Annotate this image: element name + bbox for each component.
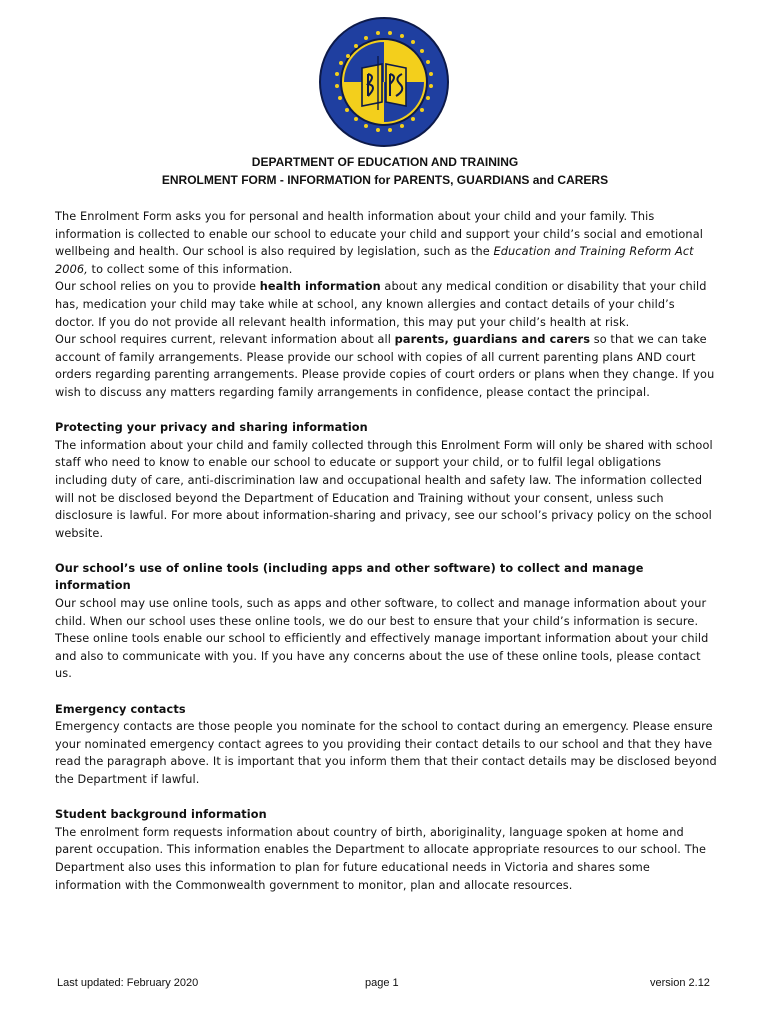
- intro-paragraph-2: [55, 278, 717, 331]
- section-text: The enrolment form requests information about country of birth, aboriginality, language spoken at home and parent occupation. This information enables the Department to allocate appropriate resources to our school. The Department also uses this information to plan for future educational needs in Victoria and shares some information with the Commonwealth government to monitor, plan and allocate resources.: [55, 825, 706, 892]
- section-text: The information about your child and family collected through this Enrolment Form will only be shared with school staff who need to know to enable our school to educate or support your child, or to fulfil legal obligations including duty of care, anti-discrimination law and occupational health and safety law. The information collected will not be disclosed beyond the Department of Education and Training without your consent, unless such disclosure is lawful. For more about information-sharing and privacy, see our school’s privacy policy on the school website.: [55, 438, 713, 540]
- section-heading: Student background information: [55, 808, 267, 822]
- online-tools-section: [55, 560, 717, 683]
- intro-text: about any medical condition or disability that your child has, medication your child may take while at school, any known allergies and contact details of your child’s doctor. If you do not provide all relevant health information, this may put your child’s health at risk.: [55, 280, 707, 329]
- intro-text: so that we can take account of family arrangements. Please provide our school with copies of all current parenting plans AND court orders regarding parenting arrangements. Please provide copies of court orders or plans when they change. If you wish to discuss any matters regarding family arrangements in confidence, please contact the principal.: [55, 333, 715, 399]
- page-number: page 1: [365, 977, 399, 989]
- school-logo: [318, 16, 450, 148]
- privacy-section: [55, 419, 717, 542]
- section-heading: Our school’s use of online tools (including apps and other software) to collect and manage information: [55, 561, 644, 593]
- document-body: [55, 208, 717, 894]
- section-text: Emergency contacts are those people you nominate for the school to contact during an emergency. Please ensure your nominated emergency contact agrees to you providing their contact details to our school and that they have read the paragraph above. It is important that you inform them that their contact details may be disclosed beyond the Department if lawful.: [55, 720, 717, 786]
- section-heading: Protecting your privacy and sharing information: [55, 421, 368, 435]
- version-label: version 2.12: [650, 977, 710, 989]
- intro-paragraph-1: [55, 208, 717, 278]
- intro-text: Our school relies on you to provide: [55, 280, 260, 294]
- school-crest-icon: [318, 16, 450, 148]
- section-text: Our school may use online tools, such as apps and other software, to collect and manage information about your child. When our school uses these online tools, we do our best to ensure that your child’s information is secure. These online tools enable our school to efficiently and effectively manage important information about your child and also to communicate with you. If you have any concerns about the use of these online tools, please contact us.: [55, 597, 709, 681]
- department-title: DEPARTMENT OF EDUCATION AND TRAINING: [251, 155, 519, 169]
- intro-text: to collect some of this information.: [87, 262, 293, 276]
- intro-text: Our school requires current, relevant information about all: [55, 333, 395, 347]
- section-heading: Emergency contacts: [55, 702, 186, 716]
- last-updated-label: Last updated: February 2020: [57, 977, 199, 989]
- emergency-contacts-section: [55, 701, 717, 789]
- form-title: ENROLMENT FORM - INFORMATION for PARENTS, GUARDIANS and CARERS: [161, 173, 609, 187]
- student-background-section: [55, 806, 717, 894]
- health-information-emphasis: health information: [259, 280, 381, 294]
- intro-text: The Enrolment Form asks you for personal and health information about your child and your family. This information is collected to enable our school to educate your child and support your child’s social and emotional wellbeing and health. Our school is also required by legislation, such as the: [55, 210, 703, 259]
- legislation-name: Education and Training Reform Act 2006,: [55, 245, 694, 276]
- intro-paragraph-3: [55, 331, 717, 401]
- parents-emphasis: parents, guardians and carers: [394, 333, 591, 347]
